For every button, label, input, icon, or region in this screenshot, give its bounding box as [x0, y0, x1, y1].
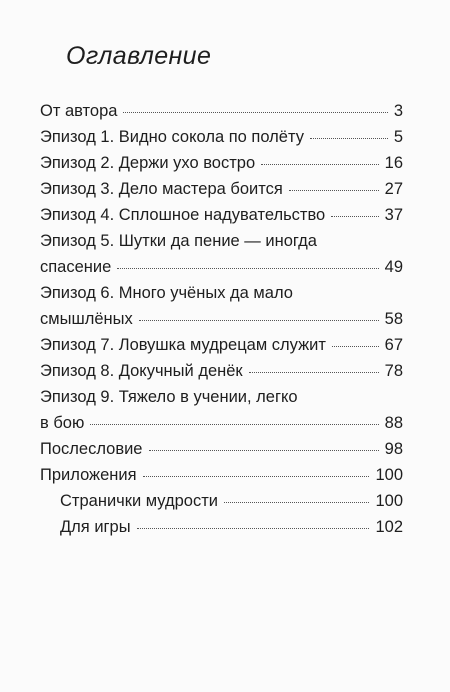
dot-leader: [224, 502, 369, 503]
toc-entry-page: 16: [384, 154, 403, 172]
toc-entry-title-line1: Эпизод 9. Тяжело в учении, легко: [40, 388, 298, 406]
toc-entry-title: в бою: [40, 414, 85, 432]
toc-entry[interactable]: [40, 150, 403, 176]
toc-entry[interactable]: [40, 332, 403, 358]
toc-entry[interactable]: [40, 98, 403, 124]
dot-leader: [90, 424, 378, 425]
toc-entry-title: Для игры: [60, 518, 131, 536]
toc-entry[interactable]: [40, 436, 403, 462]
toc-entry-title: Эпизод 4. Сплошное надувательство: [40, 206, 326, 224]
dot-leader: [137, 528, 370, 529]
toc-entry[interactable]: [40, 124, 403, 150]
toc-entry-title: Эпизод 1. Видно сокола по полёту: [40, 128, 304, 146]
toc-entry-page: 5: [393, 128, 403, 146]
toc-subentry[interactable]: [40, 488, 403, 514]
toc-entry-page: 100: [375, 492, 403, 510]
toc-entry-title: Эпизод 7. Ловушка мудрецам служит: [40, 336, 326, 354]
toc-entry-page: 100: [375, 466, 403, 484]
toc-entry-title: Эпизод 2. Держи ухо востро: [40, 154, 256, 172]
toc-entry-title: Эпизод 3. Дело мастера боится: [40, 180, 283, 198]
dot-leader: [149, 450, 379, 451]
toc-entry-page: 88: [384, 414, 403, 432]
dot-leader: [249, 372, 379, 373]
dot-leader: [310, 138, 388, 139]
toc-entry-title: Эпизод 8. Докучный денёк: [40, 362, 243, 380]
table-of-contents: [40, 98, 403, 540]
toc-entry-title: От автора: [40, 102, 118, 120]
dot-leader: [143, 476, 370, 477]
toc-entry-page: 102: [375, 518, 403, 536]
toc-entry-title-line1: Эпизод 6. Много учёных да мало: [40, 284, 293, 302]
dot-leader: [139, 320, 379, 321]
toc-entry-page: 98: [384, 440, 403, 458]
dot-leader: [332, 346, 379, 347]
toc-entry[interactable]: [40, 280, 403, 332]
dot-leader: [123, 112, 387, 113]
page-title: Оглавление: [66, 42, 212, 70]
toc-entry-title: Послесловие: [40, 440, 143, 458]
toc-entry-page: 3: [393, 102, 403, 120]
toc-entry-title: спасение: [40, 258, 112, 276]
toc-entry[interactable]: [40, 176, 403, 202]
toc-entry[interactable]: [40, 358, 403, 384]
dot-leader: [331, 216, 378, 217]
toc-entry-page: 67: [384, 336, 403, 354]
toc-entry[interactable]: [40, 384, 403, 436]
dot-leader: [117, 268, 378, 269]
toc-entry-page: 58: [384, 310, 403, 328]
toc-entry-page: 37: [384, 206, 403, 224]
dot-leader: [261, 164, 379, 165]
toc-entry[interactable]: [40, 228, 403, 280]
toc-entry-page: 49: [384, 258, 403, 276]
toc-subentry[interactable]: [40, 514, 403, 540]
toc-entry-page: 27: [384, 180, 403, 198]
toc-entry[interactable]: [40, 202, 403, 228]
toc-entry-title: Приложения: [40, 466, 137, 484]
toc-entry-page: 78: [384, 362, 403, 380]
dot-leader: [289, 190, 379, 191]
toc-entry-title: смышлёных: [40, 310, 133, 328]
toc-entry-title-line1: Эпизод 5. Шутки да пение — иногда: [40, 232, 317, 250]
toc-entry-title: Странички мудрости: [60, 492, 219, 510]
toc-entry[interactable]: [40, 462, 403, 488]
